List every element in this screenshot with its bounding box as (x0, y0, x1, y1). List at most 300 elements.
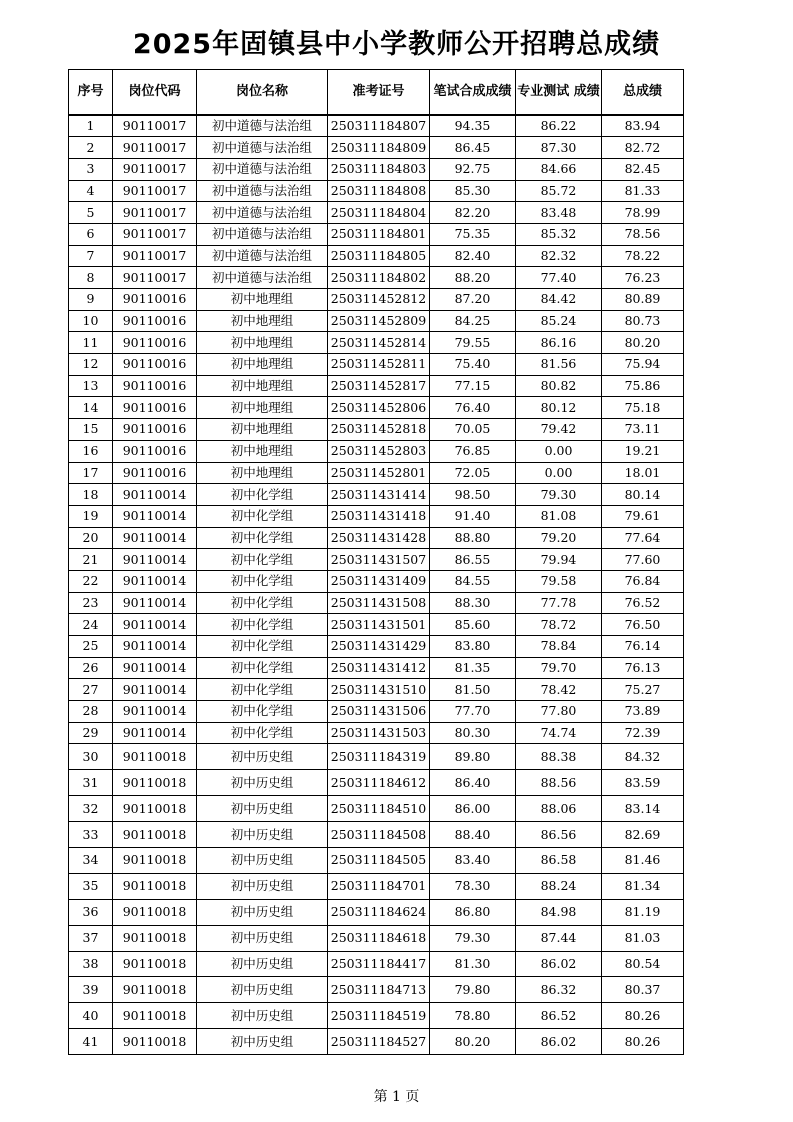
cell-post-name: 初中地理组 (197, 419, 328, 441)
cell-written-score: 88.40 (430, 822, 516, 848)
table-row (69, 848, 684, 874)
cell-post-name: 初中化学组 (197, 679, 328, 701)
cell-professional-score: 79.94 (516, 549, 602, 571)
cell-post-name: 初中地理组 (197, 289, 328, 311)
table-row (69, 701, 684, 723)
cell-post-code: 90110014 (113, 614, 197, 636)
cell-post-name: 初中历史组 (197, 873, 328, 899)
table-row (69, 180, 684, 202)
cell-post-name: 初中地理组 (197, 397, 328, 419)
cell-post-name: 初中道德与法治组 (197, 137, 328, 159)
table-row (69, 137, 684, 159)
cell-professional-score: 79.58 (516, 570, 602, 592)
cell-ticket-no: 250311452801 (328, 462, 430, 484)
cell-written-score: 76.85 (430, 440, 516, 462)
cell-written-score: 80.20 (430, 1029, 516, 1055)
cell-total-score: 83.59 (602, 770, 684, 796)
cell-post-code: 90110018 (113, 770, 197, 796)
cell-professional-score: 86.58 (516, 848, 602, 874)
cell-post-name: 初中历史组 (197, 899, 328, 925)
cell-total-score: 81.03 (602, 925, 684, 951)
cell-post-name: 初中历史组 (197, 951, 328, 977)
table-row (69, 592, 684, 614)
cell-total-score: 82.72 (602, 137, 684, 159)
cell-total-score: 18.01 (602, 462, 684, 484)
table-row (69, 679, 684, 701)
cell-ticket-no: 250311431510 (328, 679, 430, 701)
cell-seq-no: 1 (69, 115, 113, 137)
cell-post-code: 90110016 (113, 310, 197, 332)
cell-post-code: 90110018 (113, 977, 197, 1003)
cell-post-code: 90110016 (113, 419, 197, 441)
table-row (69, 332, 684, 354)
table-row (69, 505, 684, 527)
cell-post-code: 90110017 (113, 180, 197, 202)
cell-total-score: 79.61 (602, 505, 684, 527)
cell-ticket-no: 250311452817 (328, 375, 430, 397)
cell-post-code: 90110016 (113, 354, 197, 376)
cell-ticket-no: 250311184612 (328, 770, 430, 796)
cell-ticket-no: 250311431503 (328, 722, 430, 744)
cell-total-score: 76.14 (602, 636, 684, 658)
cell-written-score: 88.80 (430, 527, 516, 549)
cell-post-name: 初中地理组 (197, 354, 328, 376)
cell-seq-no: 23 (69, 592, 113, 614)
table-row (69, 202, 684, 224)
cell-total-score: 76.50 (602, 614, 684, 636)
cell-professional-score: 86.32 (516, 977, 602, 1003)
cell-total-score: 78.99 (602, 202, 684, 224)
cell-ticket-no: 250311184417 (328, 951, 430, 977)
cell-post-name: 初中化学组 (197, 527, 328, 549)
cell-total-score: 80.54 (602, 951, 684, 977)
cell-written-score: 79.80 (430, 977, 516, 1003)
cell-seq-no: 33 (69, 822, 113, 848)
cell-ticket-no: 250311184807 (328, 115, 430, 137)
column-header-post-code: 岗位代码 (113, 70, 197, 116)
cell-ticket-no: 250311431429 (328, 636, 430, 658)
cell-ticket-no: 250311431508 (328, 592, 430, 614)
cell-professional-score: 88.06 (516, 796, 602, 822)
cell-seq-no: 35 (69, 873, 113, 899)
table-row (69, 951, 684, 977)
cell-professional-score: 87.44 (516, 925, 602, 951)
cell-post-code: 90110014 (113, 636, 197, 658)
cell-post-code: 90110016 (113, 440, 197, 462)
table-row (69, 1003, 684, 1029)
cell-seq-no: 27 (69, 679, 113, 701)
cell-written-score: 80.30 (430, 722, 516, 744)
cell-seq-no: 10 (69, 310, 113, 332)
cell-seq-no: 40 (69, 1003, 113, 1029)
cell-professional-score: 0.00 (516, 440, 602, 462)
cell-professional-score: 80.82 (516, 375, 602, 397)
cell-professional-score: 84.42 (516, 289, 602, 311)
cell-total-score: 76.52 (602, 592, 684, 614)
cell-post-code: 90110017 (113, 223, 197, 245)
cell-total-score: 80.20 (602, 332, 684, 354)
cell-professional-score: 86.56 (516, 822, 602, 848)
cell-written-score: 81.35 (430, 657, 516, 679)
cell-seq-no: 37 (69, 925, 113, 951)
cell-seq-no: 5 (69, 202, 113, 224)
cell-total-score: 80.14 (602, 484, 684, 506)
cell-professional-score: 82.32 (516, 245, 602, 267)
cell-total-score: 77.60 (602, 549, 684, 571)
cell-professional-score: 86.52 (516, 1003, 602, 1029)
cell-seq-no: 13 (69, 375, 113, 397)
cell-post-code: 90110014 (113, 570, 197, 592)
cell-total-score: 75.86 (602, 375, 684, 397)
cell-professional-score: 78.42 (516, 679, 602, 701)
cell-post-name: 初中地理组 (197, 440, 328, 462)
cell-post-name: 初中道德与法治组 (197, 245, 328, 267)
cell-professional-score: 80.12 (516, 397, 602, 419)
cell-professional-score: 88.56 (516, 770, 602, 796)
cell-ticket-no: 250311184805 (328, 245, 430, 267)
cell-ticket-no: 250311431409 (328, 570, 430, 592)
cell-professional-score: 85.72 (516, 180, 602, 202)
cell-post-name: 初中化学组 (197, 722, 328, 744)
cell-seq-no: 21 (69, 549, 113, 571)
cell-written-score: 79.55 (430, 332, 516, 354)
cell-total-score: 73.89 (602, 701, 684, 723)
cell-post-code: 90110018 (113, 1003, 197, 1029)
cell-post-code: 90110014 (113, 549, 197, 571)
table-row (69, 158, 684, 180)
cell-seq-no: 39 (69, 977, 113, 1003)
cell-post-code: 90110018 (113, 925, 197, 951)
cell-ticket-no: 250311184804 (328, 202, 430, 224)
cell-seq-no: 3 (69, 158, 113, 180)
header-row (69, 70, 684, 116)
table-row (69, 822, 684, 848)
cell-written-score: 82.40 (430, 245, 516, 267)
cell-post-name: 初中历史组 (197, 796, 328, 822)
cell-seq-no: 8 (69, 267, 113, 289)
cell-written-score: 84.55 (430, 570, 516, 592)
cell-post-code: 90110017 (113, 202, 197, 224)
cell-post-code: 90110017 (113, 137, 197, 159)
cell-seq-no: 6 (69, 223, 113, 245)
cell-written-score: 88.20 (430, 267, 516, 289)
cell-total-score: 75.27 (602, 679, 684, 701)
cell-post-code: 90110017 (113, 245, 197, 267)
cell-post-name: 初中道德与法治组 (197, 115, 328, 137)
cell-post-name: 初中化学组 (197, 484, 328, 506)
cell-total-score: 81.33 (602, 180, 684, 202)
cell-written-score: 72.05 (430, 462, 516, 484)
cell-professional-score: 77.78 (516, 592, 602, 614)
cell-total-score: 76.23 (602, 267, 684, 289)
cell-post-name: 初中历史组 (197, 744, 328, 770)
table-row (69, 223, 684, 245)
cell-written-score: 75.40 (430, 354, 516, 376)
cell-written-score: 98.50 (430, 484, 516, 506)
cell-ticket-no: 250311431418 (328, 505, 430, 527)
cell-ticket-no: 250311452806 (328, 397, 430, 419)
cell-seq-no: 32 (69, 796, 113, 822)
cell-written-score: 77.15 (430, 375, 516, 397)
cell-total-score: 75.18 (602, 397, 684, 419)
cell-seq-no: 16 (69, 440, 113, 462)
cell-post-name: 初中地理组 (197, 332, 328, 354)
cell-post-code: 90110018 (113, 951, 197, 977)
column-header-seq-no: 序号 (69, 70, 113, 116)
cell-post-code: 90110014 (113, 527, 197, 549)
cell-ticket-no: 250311184505 (328, 848, 430, 874)
cell-professional-score: 78.72 (516, 614, 602, 636)
cell-post-code: 90110018 (113, 848, 197, 874)
cell-post-code: 90110016 (113, 375, 197, 397)
page-number: 第 1 页 (373, 1089, 420, 1105)
cell-ticket-no: 250311184519 (328, 1003, 430, 1029)
table-row (69, 636, 684, 658)
cell-total-score: 76.13 (602, 657, 684, 679)
table-row (69, 484, 684, 506)
cell-professional-score: 0.00 (516, 462, 602, 484)
cell-total-score: 78.56 (602, 223, 684, 245)
scores-table (68, 69, 684, 1055)
cell-post-code: 90110014 (113, 484, 197, 506)
table-row (69, 549, 684, 571)
cell-ticket-no: 250311431412 (328, 657, 430, 679)
cell-ticket-no: 250311184801 (328, 223, 430, 245)
cell-post-code: 90110014 (113, 722, 197, 744)
cell-ticket-no: 250311184319 (328, 744, 430, 770)
cell-professional-score: 77.80 (516, 701, 602, 723)
cell-professional-score: 84.66 (516, 158, 602, 180)
table-row (69, 375, 684, 397)
cell-written-score: 86.00 (430, 796, 516, 822)
cell-seq-no: 14 (69, 397, 113, 419)
cell-seq-no: 25 (69, 636, 113, 658)
column-header-professional-score: 专业测试 成绩 (516, 70, 602, 116)
cell-post-name: 初中化学组 (197, 505, 328, 527)
cell-seq-no: 12 (69, 354, 113, 376)
cell-ticket-no: 250311184713 (328, 977, 430, 1003)
column-header-ticket-no: 准考证号 (328, 70, 430, 116)
cell-post-code: 90110018 (113, 899, 197, 925)
cell-seq-no: 18 (69, 484, 113, 506)
cell-professional-score: 86.16 (516, 332, 602, 354)
cell-professional-score: 77.40 (516, 267, 602, 289)
cell-ticket-no: 250311184808 (328, 180, 430, 202)
cell-ticket-no: 250311184802 (328, 267, 430, 289)
table-row (69, 527, 684, 549)
table-row (69, 245, 684, 267)
cell-ticket-no: 250311184701 (328, 873, 430, 899)
cell-post-code: 90110017 (113, 267, 197, 289)
table-row (69, 925, 684, 951)
table-row (69, 657, 684, 679)
cell-ticket-no: 250311184510 (328, 796, 430, 822)
cell-post-name: 初中化学组 (197, 657, 328, 679)
table-row (69, 267, 684, 289)
cell-post-name: 初中地理组 (197, 310, 328, 332)
cell-post-code: 90110016 (113, 397, 197, 419)
cell-total-score: 84.32 (602, 744, 684, 770)
cell-seq-no: 30 (69, 744, 113, 770)
cell-professional-score: 79.42 (516, 419, 602, 441)
cell-written-score: 89.80 (430, 744, 516, 770)
column-header-post-name: 岗位名称 (197, 70, 328, 116)
cell-post-code: 90110014 (113, 657, 197, 679)
cell-professional-score: 79.20 (516, 527, 602, 549)
table-row (69, 744, 684, 770)
cell-written-score: 78.80 (430, 1003, 516, 1029)
cell-post-name: 初中化学组 (197, 614, 328, 636)
cell-total-score: 82.69 (602, 822, 684, 848)
cell-total-score: 80.26 (602, 1003, 684, 1029)
cell-seq-no: 7 (69, 245, 113, 267)
cell-professional-score: 88.24 (516, 873, 602, 899)
cell-post-name: 初中道德与法治组 (197, 267, 328, 289)
cell-post-name: 初中地理组 (197, 462, 328, 484)
cell-professional-score: 74.74 (516, 722, 602, 744)
cell-written-score: 86.55 (430, 549, 516, 571)
cell-post-name: 初中化学组 (197, 549, 328, 571)
cell-post-name: 初中地理组 (197, 375, 328, 397)
cell-written-score: 79.30 (430, 925, 516, 951)
table-row (69, 354, 684, 376)
cell-ticket-no: 250311452818 (328, 419, 430, 441)
cell-total-score: 75.94 (602, 354, 684, 376)
column-header-total-score: 总成绩 (602, 70, 684, 116)
cell-post-code: 90110018 (113, 1029, 197, 1055)
cell-professional-score: 78.84 (516, 636, 602, 658)
cell-written-score: 81.30 (430, 951, 516, 977)
cell-written-score: 85.30 (430, 180, 516, 202)
table-row (69, 873, 684, 899)
table-row (69, 397, 684, 419)
cell-ticket-no: 250311431507 (328, 549, 430, 571)
cell-post-name: 初中道德与法治组 (197, 158, 328, 180)
cell-post-name: 初中历史组 (197, 925, 328, 951)
table-row (69, 899, 684, 925)
cell-post-name: 初中历史组 (197, 822, 328, 848)
cell-professional-score: 87.30 (516, 137, 602, 159)
cell-post-name: 初中化学组 (197, 636, 328, 658)
cell-written-score: 77.70 (430, 701, 516, 723)
cell-total-score: 81.46 (602, 848, 684, 874)
cell-professional-score: 81.56 (516, 354, 602, 376)
cell-post-name: 初中化学组 (197, 701, 328, 723)
cell-post-code: 90110016 (113, 332, 197, 354)
page-title: 2025年固镇县中小学教师公开招聘总成绩 (132, 29, 661, 60)
cell-post-name: 初中道德与法治组 (197, 202, 328, 224)
table-row (69, 770, 684, 796)
cell-post-name: 初中历史组 (197, 1003, 328, 1029)
cell-post-name: 初中历史组 (197, 977, 328, 1003)
cell-post-name: 初中化学组 (197, 570, 328, 592)
table-row (69, 1029, 684, 1055)
table-body (69, 115, 684, 1055)
cell-seq-no: 22 (69, 570, 113, 592)
cell-ticket-no: 250311184508 (328, 822, 430, 848)
cell-seq-no: 31 (69, 770, 113, 796)
cell-ticket-no: 250311431501 (328, 614, 430, 636)
cell-total-score: 80.37 (602, 977, 684, 1003)
cell-total-score: 81.19 (602, 899, 684, 925)
cell-seq-no: 11 (69, 332, 113, 354)
cell-post-name: 初中化学组 (197, 592, 328, 614)
cell-total-score: 81.34 (602, 873, 684, 899)
table-row (69, 115, 684, 137)
cell-seq-no: 19 (69, 505, 113, 527)
cell-written-score: 87.20 (430, 289, 516, 311)
table-header (69, 70, 684, 116)
cell-ticket-no: 250311431414 (328, 484, 430, 506)
cell-professional-score: 84.98 (516, 899, 602, 925)
cell-seq-no: 24 (69, 614, 113, 636)
cell-post-code: 90110014 (113, 505, 197, 527)
table-row (69, 310, 684, 332)
cell-post-code: 90110014 (113, 701, 197, 723)
cell-ticket-no: 250311452812 (328, 289, 430, 311)
cell-written-score: 84.25 (430, 310, 516, 332)
cell-post-code: 90110016 (113, 462, 197, 484)
cell-professional-score: 86.02 (516, 951, 602, 977)
cell-written-score: 86.80 (430, 899, 516, 925)
cell-seq-no: 17 (69, 462, 113, 484)
cell-professional-score: 86.22 (516, 115, 602, 137)
cell-seq-no: 15 (69, 419, 113, 441)
cell-ticket-no: 250311431428 (328, 527, 430, 549)
cell-total-score: 83.14 (602, 796, 684, 822)
cell-post-code: 90110017 (113, 158, 197, 180)
cell-seq-no: 36 (69, 899, 113, 925)
cell-post-code: 90110014 (113, 592, 197, 614)
cell-ticket-no: 250311452814 (328, 332, 430, 354)
cell-total-score: 82.45 (602, 158, 684, 180)
cell-seq-no: 2 (69, 137, 113, 159)
cell-professional-score: 88.38 (516, 744, 602, 770)
cell-total-score: 76.84 (602, 570, 684, 592)
cell-ticket-no: 250311184624 (328, 899, 430, 925)
cell-seq-no: 28 (69, 701, 113, 723)
cell-post-code: 90110018 (113, 873, 197, 899)
cell-ticket-no: 250311452811 (328, 354, 430, 376)
cell-total-score: 78.22 (602, 245, 684, 267)
cell-written-score: 85.60 (430, 614, 516, 636)
cell-post-name: 初中道德与法治组 (197, 223, 328, 245)
cell-ticket-no: 250311184527 (328, 1029, 430, 1055)
table-row (69, 289, 684, 311)
cell-post-name: 初中历史组 (197, 1029, 328, 1055)
cell-written-score: 92.75 (430, 158, 516, 180)
cell-professional-score: 86.02 (516, 1029, 602, 1055)
cell-written-score: 82.20 (430, 202, 516, 224)
cell-ticket-no: 250311184809 (328, 137, 430, 159)
table-row (69, 570, 684, 592)
cell-written-score: 81.50 (430, 679, 516, 701)
table-row (69, 614, 684, 636)
cell-seq-no: 4 (69, 180, 113, 202)
cell-written-score: 86.45 (430, 137, 516, 159)
cell-post-code: 90110014 (113, 679, 197, 701)
cell-ticket-no: 250311184618 (328, 925, 430, 951)
table-row (69, 977, 684, 1003)
cell-seq-no: 29 (69, 722, 113, 744)
cell-professional-score: 83.48 (516, 202, 602, 224)
column-header-written-score: 笔试合成成绩 (430, 70, 516, 116)
cell-post-code: 90110018 (113, 744, 197, 770)
cell-total-score: 80.89 (602, 289, 684, 311)
table-row (69, 440, 684, 462)
cell-written-score: 91.40 (430, 505, 516, 527)
cell-written-score: 70.05 (430, 419, 516, 441)
